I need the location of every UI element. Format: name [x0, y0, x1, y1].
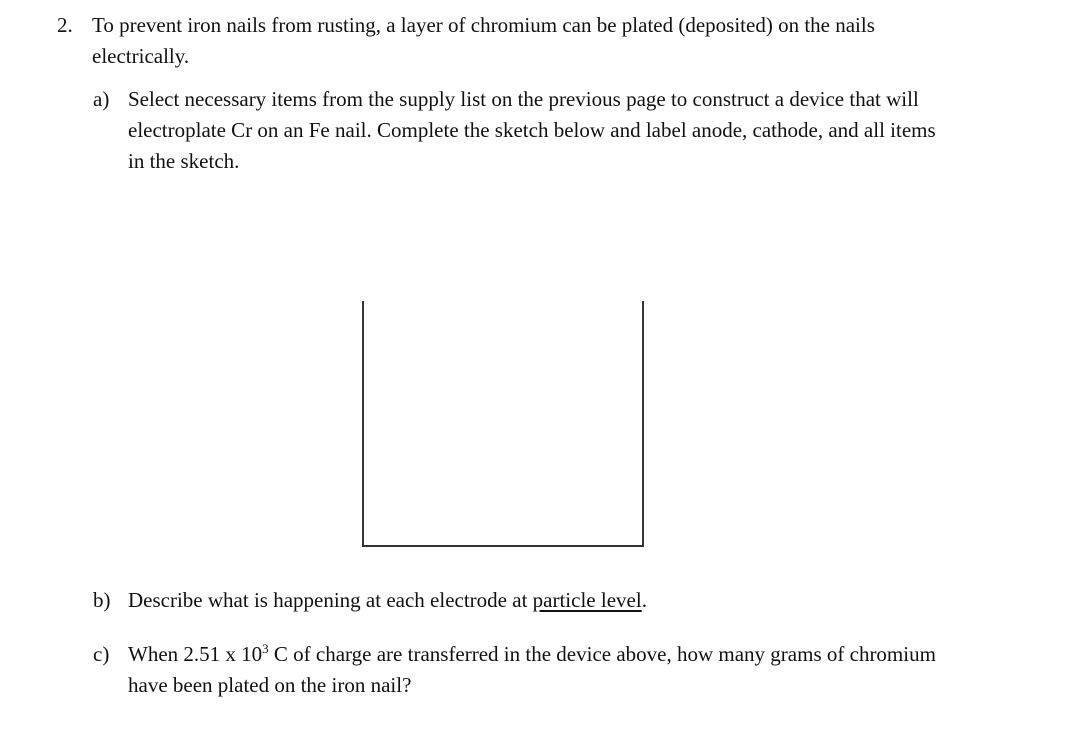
part-a-line-3: in the sketch.: [128, 149, 240, 173]
part-c-line-1-after: C of charge are transferred in the device above, how many grams of chromium: [268, 642, 936, 666]
part-a-label: a): [93, 87, 110, 111]
part-c-text: [128, 639, 1058, 701]
part-b-text-after: .: [641, 588, 647, 612]
part-b-text: [128, 585, 1058, 616]
part-b-underlined-term: particle level: [532, 588, 642, 612]
part-a-text: [128, 84, 1058, 177]
part-a-line-2: electroplate Cr on an Fe nail. Complete the sketch below and label anode, cathode, and all items: [128, 118, 936, 142]
question-stem-line-1: To prevent iron nails from rusting, a layer of chromium can be plated (deposited) on the nails: [92, 13, 875, 37]
part-c-exponent: 3: [262, 641, 269, 656]
part-c-line-1-before: When 2.51 x 10: [128, 642, 263, 666]
question-stem-line-2: electrically.: [92, 44, 190, 68]
part-c-line-2: have been plated on the iron nail?: [128, 673, 412, 697]
question-stem: [92, 10, 1052, 72]
part-b-label: b): [93, 588, 111, 612]
part-b-text-before: Describe what is happening at each electrode at: [128, 588, 533, 612]
part-a-line-1: Select necessary items from the supply list on the previous page to construct a device that will: [128, 87, 919, 111]
question-number: 2.: [57, 13, 73, 37]
part-c-line-1: [128, 639, 1058, 670]
part-c-label: c): [93, 642, 110, 666]
